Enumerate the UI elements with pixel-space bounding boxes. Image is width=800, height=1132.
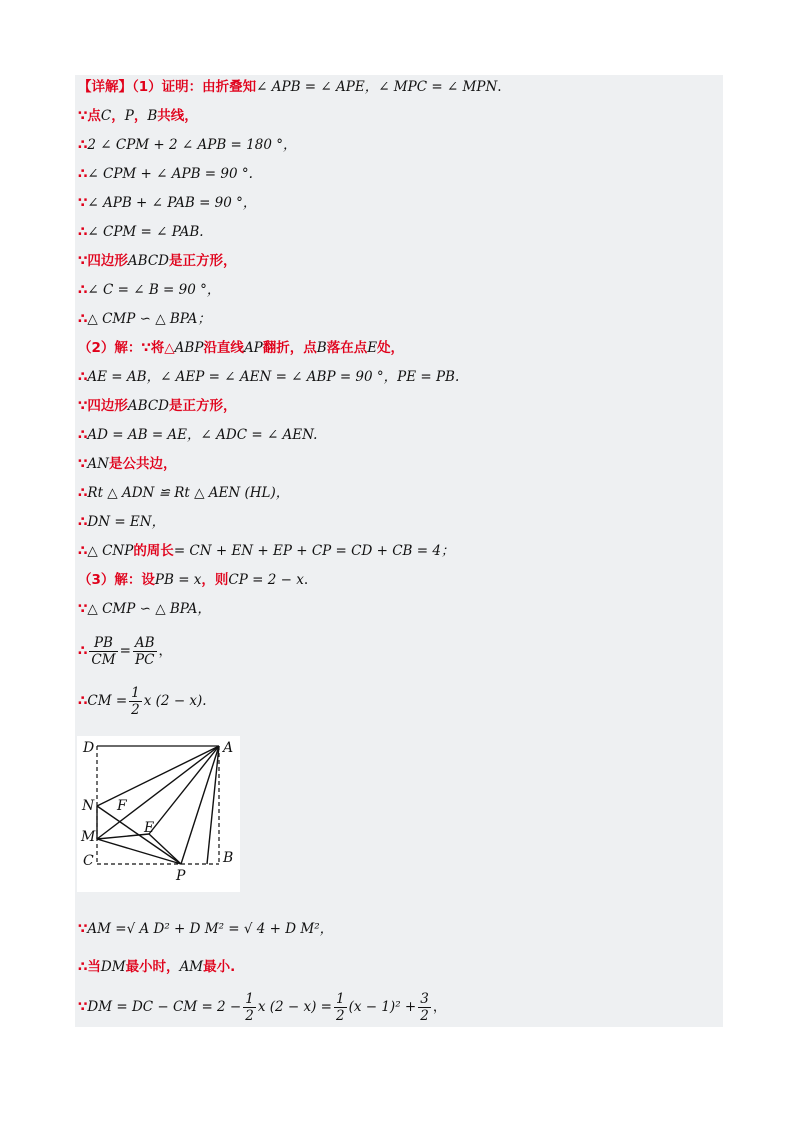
text: 当	[87, 959, 101, 975]
fraction	[133, 635, 157, 668]
therefore-symbol: ∴	[78, 514, 88, 530]
fraction	[89, 635, 117, 668]
math: △ CMP ∽ △ BPA；	[87, 311, 211, 327]
text: 是正方形，	[168, 398, 237, 414]
label-B: B	[223, 850, 234, 866]
math: ∠ APB + ∠ PAB = 90 °，	[87, 195, 257, 211]
line-24	[78, 988, 446, 1026]
math: Rt △ ADN ≌ Rt △ AEN (HL)，	[87, 485, 290, 501]
therefore-symbol: ∴	[78, 137, 88, 153]
denominator: 2	[335, 1008, 345, 1024]
because-symbol: ∵	[78, 601, 88, 617]
line-20-ratio: ∴ $\frac{PB}{CM}$ = $\frac{AB}{PC}$ ，	[78, 635, 173, 668]
line-3	[78, 133, 296, 157]
line-1	[78, 75, 502, 99]
math: AE = AB，∠ AEP = ∠ AEN = ∠ ABP = 90 °，PE = PB.	[87, 369, 460, 385]
numerator: 1	[335, 991, 345, 1007]
figure-svg	[77, 736, 240, 892]
math: DN = EN，	[87, 514, 166, 530]
line-6	[78, 220, 204, 244]
math: △ CNP	[87, 543, 134, 559]
numerator: AB	[134, 635, 155, 651]
math: CP = 2 − x	[228, 572, 304, 588]
numerator: 3	[420, 991, 429, 1007]
math: AD = AB = AE，∠ ADC = ∠ AEN.	[87, 427, 318, 443]
math: AN	[87, 456, 109, 472]
text: 四边形	[87, 253, 128, 269]
text: 翻折，点	[262, 340, 317, 356]
therefore-symbol: ∴	[78, 166, 88, 182]
denominator: 2	[245, 1008, 254, 1024]
line-10	[78, 336, 404, 360]
label-F: F	[117, 798, 127, 814]
text: （2）解：∵将△	[78, 340, 175, 356]
numerator: 1	[131, 685, 140, 701]
punct: ，	[432, 999, 447, 1015]
line-15	[78, 481, 289, 505]
fraction	[243, 991, 256, 1024]
text: ，	[133, 108, 148, 124]
math: AP	[243, 340, 263, 356]
detail-heading: 【详解】（1）证明：由折叠知	[78, 79, 257, 95]
label-D: D	[83, 740, 95, 756]
because-symbol: ∵	[78, 195, 88, 211]
math: ABCD	[127, 253, 169, 269]
line-18	[78, 568, 308, 592]
therefore-symbol: ∴	[78, 224, 88, 240]
math: C	[100, 108, 112, 124]
label-P: P	[176, 868, 186, 884]
line-23	[78, 955, 235, 979]
line-21-cm	[78, 682, 207, 720]
math: ABCD	[127, 398, 169, 414]
denominator: CM	[91, 652, 116, 668]
line-19	[78, 597, 211, 621]
text: 共线，	[157, 108, 198, 124]
math: E	[367, 340, 378, 356]
text: 的周长	[133, 543, 174, 559]
math: DM	[100, 959, 126, 975]
line-5	[78, 191, 256, 215]
math: √ A D² + D M² = √ 4 + D M²，	[126, 921, 334, 937]
text: 是公共边，	[108, 456, 177, 472]
math: CM =	[87, 693, 128, 709]
because-symbol: ∵	[78, 921, 88, 937]
math: ABP	[174, 340, 204, 356]
because-symbol: ∵	[78, 999, 88, 1015]
line-16	[78, 510, 165, 534]
line-9	[78, 307, 211, 331]
fraction	[334, 991, 347, 1024]
numerator: PB	[89, 635, 117, 652]
math: AM =	[87, 921, 127, 937]
math: DM = DC − CM = 2 −	[87, 999, 242, 1015]
therefore-symbol: ∴	[78, 427, 88, 443]
math: ∠ CPM + ∠ APB = 90 °.	[87, 166, 253, 182]
text: （3）解：设	[78, 572, 155, 588]
math: B	[147, 108, 158, 124]
text: ∵点	[78, 108, 101, 124]
math: 2 ∠ CPM + 2 ∠ APB = 180 °，	[87, 137, 297, 153]
therefore-symbol: ∴	[78, 693, 88, 709]
math: x (2 − x).	[143, 693, 207, 709]
text: 是正方形，	[168, 253, 237, 269]
denominator: 2	[131, 702, 140, 718]
text: 四边形	[87, 398, 128, 414]
text: ，	[111, 108, 125, 124]
math: △ CMP ∽ △ BPA，	[87, 601, 211, 617]
therefore-symbol: ∴	[78, 369, 88, 385]
math: ∠ CPM = ∠ PAB.	[87, 224, 204, 240]
punct: .	[497, 79, 502, 95]
line-7	[78, 249, 236, 273]
because-symbol: ∵	[78, 456, 88, 472]
line-11	[78, 365, 459, 389]
math: B	[316, 340, 327, 356]
label-A: A	[223, 740, 234, 756]
fraction	[129, 685, 142, 718]
line-22	[78, 917, 333, 941]
text: 最小.	[203, 959, 236, 975]
text: 沿直线	[203, 340, 244, 356]
math: AM	[179, 959, 204, 975]
math: (x − 1)² +	[348, 999, 417, 1015]
because-symbol: ∵	[78, 253, 88, 269]
line-14	[78, 452, 176, 476]
therefore-symbol: ∴	[78, 543, 88, 559]
because-symbol: ∵	[78, 398, 88, 414]
text: ，则	[201, 572, 229, 588]
label-C: C	[83, 853, 94, 869]
line-2	[78, 104, 198, 128]
denominator: PC	[135, 652, 155, 668]
line-17	[78, 539, 454, 563]
numerator: 1	[245, 991, 254, 1007]
fraction	[418, 991, 431, 1024]
math: ∠ APB = ∠ APE，∠ MPC = ∠ MPN	[256, 79, 498, 95]
line-12	[78, 394, 236, 418]
label-M: M	[81, 829, 96, 845]
text: 最小时，	[125, 959, 180, 975]
therefore-symbol: ∴	[78, 282, 88, 298]
therefore-symbol: ∴	[78, 485, 88, 501]
denominator: 2	[420, 1008, 429, 1024]
line-13	[78, 423, 317, 447]
math: P	[124, 108, 134, 124]
therefore-symbol: ∴	[78, 311, 88, 327]
line-8	[78, 278, 220, 302]
geometry-figure	[77, 736, 240, 892]
math: PB = x	[154, 572, 202, 588]
math: = CN + EN + EP + CP = CD + CB = 4；	[173, 543, 455, 559]
math: ∠ C = ∠ B = 90 °，	[87, 282, 221, 298]
label-E: E	[144, 820, 155, 836]
math: x (2 − x) =	[257, 999, 332, 1015]
line-4	[78, 162, 253, 186]
text: 落在点	[326, 340, 368, 356]
label-N: N	[82, 798, 95, 814]
text: 处，	[377, 340, 405, 356]
therefore-symbol: ∴	[78, 959, 88, 975]
punct: .	[303, 572, 309, 588]
therefore-symbol: ∴	[78, 643, 88, 659]
